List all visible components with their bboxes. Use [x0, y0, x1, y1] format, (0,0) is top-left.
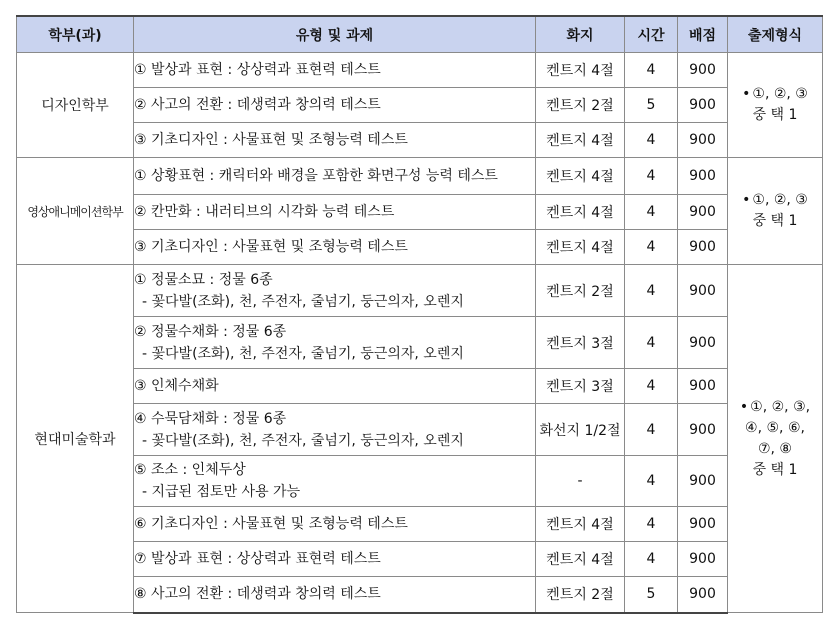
- time-cell: 4: [625, 265, 678, 317]
- score-cell: 900: [678, 507, 728, 542]
- table-row: [17, 265, 823, 317]
- table-row: [17, 53, 823, 88]
- task-subtext: - 지급된 점토만 사용 가능: [142, 484, 301, 500]
- task-text: ① 상황표현 : 캐릭터와 배경을 포함한 화면구성 능력 테스트: [134, 168, 498, 184]
- task-cell: [134, 265, 536, 317]
- task-cell: [134, 158, 536, 195]
- score-cell: 900: [678, 158, 728, 195]
- format-text: ①, ②, ③: [752, 86, 808, 102]
- format-text: 중 택 1: [752, 107, 798, 123]
- dept-cell: [17, 265, 134, 613]
- paper-cell: 켄트지 4절: [536, 507, 625, 542]
- table-row: [17, 404, 823, 456]
- dept-name: 영상애니메이션학부: [27, 204, 123, 219]
- score-cell: 900: [678, 53, 728, 88]
- time-cell: 4: [625, 123, 678, 158]
- table-row: [17, 542, 823, 577]
- task-text: ② 정물수채화 : 정물 6종: [134, 323, 287, 340]
- paper-cell: 켄트지 4절: [536, 158, 625, 195]
- table-row: [17, 456, 823, 507]
- paper-cell: -: [536, 456, 625, 507]
- bullet-icon: •: [742, 192, 751, 208]
- header-format: 출제형식: [728, 16, 823, 53]
- paper-cell: 켄트지 2절: [536, 88, 625, 123]
- paper-cell: 화선지 1/2절: [536, 404, 625, 456]
- header-paper: 화지: [536, 16, 625, 53]
- task-cell: [134, 456, 536, 507]
- task-text: ⑤ 조소 : 인체두상: [134, 462, 246, 478]
- dept-cell: [17, 158, 134, 265]
- format-cell: [728, 158, 823, 265]
- task-text: ③ 기초디자인 : 사물표현 및 조형능력 테스트: [134, 132, 408, 148]
- table-row: [17, 369, 823, 404]
- time-cell: 5: [625, 88, 678, 123]
- table-row: [17, 123, 823, 158]
- format-cell: [728, 265, 823, 613]
- paper-cell: 켄트지 4절: [536, 542, 625, 577]
- task-text: ⑥ 기초디자인 : 사물표현 및 조형능력 테스트: [134, 516, 408, 532]
- task-text: ⑦ 발상과 표현 : 상상력과 표현력 테스트: [134, 551, 381, 567]
- format-line: [728, 84, 822, 105]
- task-cell: [134, 577, 536, 613]
- paper-cell: 켄트지 2절: [536, 265, 625, 317]
- time-cell: 4: [625, 369, 678, 404]
- dept-name: 디자인학부: [41, 98, 109, 114]
- task-subtext: - 꽃다발(조화), 천, 주전자, 줄넘기, 둥근의자, 오렌지: [142, 432, 464, 449]
- score-cell: 900: [678, 230, 728, 265]
- task-cell: [134, 542, 536, 577]
- paper-cell: 켄트지 3절: [536, 317, 625, 369]
- task-text: ② 사고의 전환 : 데생력과 창의력 테스트: [134, 97, 381, 113]
- time-cell: 5: [625, 577, 678, 613]
- paper-cell: 켄트지 4절: [536, 230, 625, 265]
- task-cell: [134, 195, 536, 230]
- dept-cell: [17, 53, 134, 158]
- table-row: [17, 317, 823, 369]
- exam-table: [16, 15, 823, 614]
- task-text: ⑧ 사고의 전환 : 데생력과 창의력 테스트: [134, 586, 381, 603]
- table-row: [17, 88, 823, 123]
- format-text: ①, ②, ③,: [750, 398, 811, 415]
- task-cell: [134, 317, 536, 369]
- time-cell: 4: [625, 158, 678, 195]
- time-cell: 4: [625, 542, 678, 577]
- time-cell: 4: [625, 230, 678, 265]
- format-text: ⑦, ⑧: [757, 440, 792, 457]
- task-cell: [134, 53, 536, 88]
- format-line: [728, 190, 822, 211]
- table-row: [17, 195, 823, 230]
- time-cell: 4: [625, 507, 678, 542]
- header-dept: 학부(과): [17, 16, 134, 53]
- format-line: [728, 397, 822, 418]
- score-cell: 900: [678, 369, 728, 404]
- task-text: ① 발상과 표현 : 상상력과 표현력 테스트: [134, 62, 381, 78]
- score-cell: 900: [678, 542, 728, 577]
- bullet-icon: •: [739, 398, 749, 415]
- format-text: 중 택 1: [752, 461, 798, 478]
- task-text: ③ 인체수채화: [134, 378, 219, 394]
- score-cell: 900: [678, 456, 728, 507]
- score-cell: 900: [678, 123, 728, 158]
- time-cell: 4: [625, 456, 678, 507]
- paper-cell: 켄트지 4절: [536, 53, 625, 88]
- header-task: 유형 및 과제: [134, 16, 536, 53]
- time-cell: 4: [625, 317, 678, 369]
- score-cell: 900: [678, 577, 728, 613]
- format-text: ①, ②, ③: [752, 192, 808, 208]
- paper-cell: 켄트지 3절: [536, 369, 625, 404]
- table-body: [17, 53, 823, 613]
- bullet-icon: •: [742, 86, 751, 102]
- format-text: 중 택 1: [752, 213, 798, 229]
- task-subtext: - 꽃다발(조화), 천, 주전자, 줄넘기, 둥근의자, 오렌지: [142, 293, 464, 310]
- paper-cell: 켄트지 4절: [536, 123, 625, 158]
- format-line: [728, 439, 822, 460]
- score-cell: 900: [678, 317, 728, 369]
- table-row: [17, 507, 823, 542]
- format-line: [728, 105, 822, 126]
- task-text: ④ 수묵담채화 : 정물 6종: [134, 410, 287, 427]
- table-row: [17, 577, 823, 613]
- paper-cell: 켄트지 4절: [536, 195, 625, 230]
- time-cell: 4: [625, 195, 678, 230]
- task-cell: [134, 230, 536, 265]
- task-subtext: - 꽃다발(조화), 천, 주전자, 줄넘기, 둥근의자, 오렌지: [142, 345, 464, 362]
- task-cell: [134, 88, 536, 123]
- format-line: [728, 418, 822, 439]
- score-cell: 900: [678, 88, 728, 123]
- format-line: [728, 211, 822, 232]
- task-cell: [134, 507, 536, 542]
- paper-cell: 켄트지 2절: [536, 577, 625, 613]
- format-cell: [728, 53, 823, 158]
- score-cell: 900: [678, 195, 728, 230]
- task-cell: [134, 123, 536, 158]
- task-text: ① 정물소묘 : 정물 6종: [134, 271, 273, 288]
- dept-name: 현대미술학과: [34, 431, 116, 448]
- task-cell: [134, 404, 536, 456]
- table-row: [17, 158, 823, 195]
- format-text: ④, ⑤, ⑥,: [745, 419, 805, 436]
- task-text: ② 칸만화 : 내러티브의 시각화 능력 테스트: [134, 204, 395, 220]
- task-text: ③ 기초디자인 : 사물표현 및 조형능력 테스트: [134, 239, 408, 255]
- task-cell: [134, 369, 536, 404]
- format-line: [728, 460, 822, 481]
- header-score: 배점: [678, 16, 728, 53]
- score-cell: 900: [678, 404, 728, 456]
- time-cell: 4: [625, 404, 678, 456]
- score-cell: 900: [678, 265, 728, 317]
- header-time: 시간: [625, 16, 678, 53]
- header-row: [17, 16, 823, 53]
- table-row: [17, 230, 823, 265]
- time-cell: 4: [625, 53, 678, 88]
